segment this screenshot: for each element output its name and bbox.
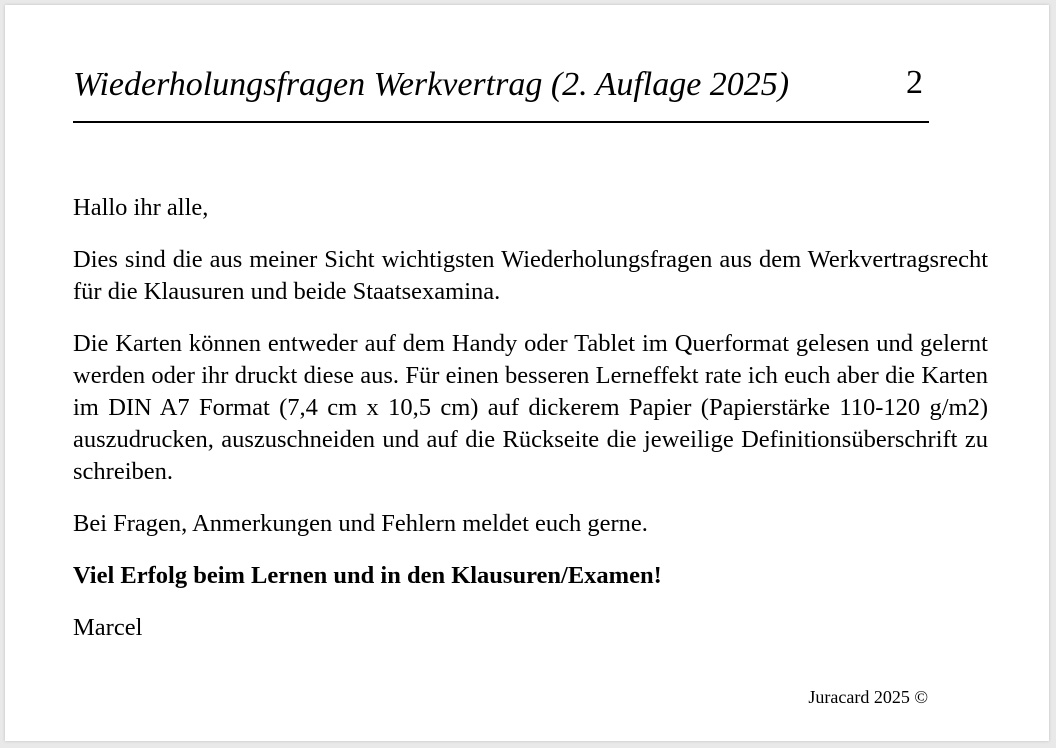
paragraph-usage: Die Karten können entweder auf dem Handy oder Tablet im Querformat gelesen und gelernt werden oder ihr druckt diese aus. Für einen besseren Lerneffekt rate ich euch aber die Karten im DIN A7 Format (7,4 cm x 10,5 cm) auf dickerem Papier (Papierstärke 110-120 g/m2) auszudrucken, auszuschneiden und auf die Rückseite die jeweilige Definitionsüberschrift zu schreiben.: [73, 330, 988, 485]
greeting: Hallo ihr alle,: [73, 194, 209, 221]
page-number: 2: [906, 64, 923, 101]
document-page: [5, 5, 1049, 741]
document-title: Wiederholungsfragen Werkvertrag (2. Auflage 2025): [73, 66, 790, 103]
page-header: [73, 63, 929, 123]
closing-wish: Viel Erfolg beim Lernen und in den Klausuren/Examen!: [73, 562, 662, 589]
paragraph-feedback: Bei Fragen, Anmerkungen und Fehlern meldet euch gerne.: [73, 510, 648, 537]
paragraph-intro: Dies sind die aus meiner Sicht wichtigsten Wiederholungsfragen aus dem Werkvertragsrecht für die Klausuren und beide Staatsexamina.: [73, 246, 988, 305]
document-body: [73, 192, 988, 664]
signature: Marcel: [73, 614, 143, 641]
copyright-footer: Juracard 2025 ©: [808, 687, 928, 707]
